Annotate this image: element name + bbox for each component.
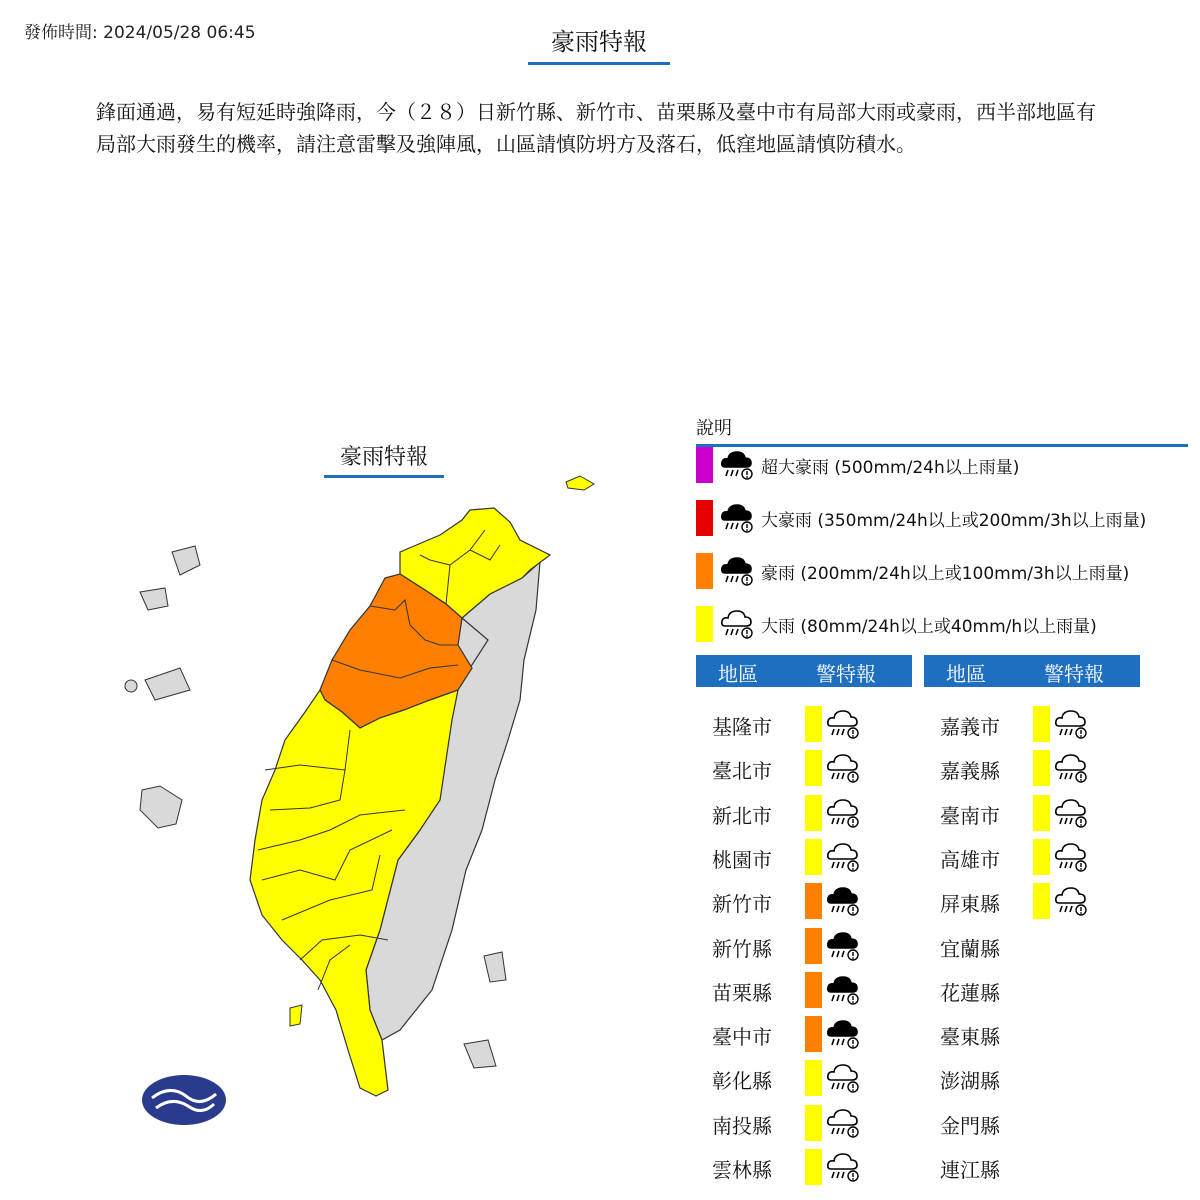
region-name: 屏東縣 <box>940 892 1000 917</box>
legend-label: 豪雨 (200mm/24h以上或100mm/3h以上雨量) <box>761 563 1130 584</box>
warning-icon-wrap <box>1053 839 1089 879</box>
table-header-right <box>924 655 1140 687</box>
region-name: 新竹市 <box>712 892 772 917</box>
outline-rain-cloud-icon <box>1053 795 1089 831</box>
warning-icon-wrap <box>825 1060 861 1100</box>
warning-level-swatch <box>805 928 822 964</box>
table-row <box>697 706 897 742</box>
outline-rain-cloud-icon <box>719 606 755 642</box>
dark-rain-cloud-icon <box>825 883 861 919</box>
table-row <box>697 795 897 831</box>
warning-level-swatch <box>1033 795 1050 831</box>
outline-rain-cloud-icon <box>1053 839 1089 875</box>
region-name: 金門縣 <box>940 1113 1000 1138</box>
table-row <box>697 1149 897 1185</box>
warning-icon-wrap <box>825 795 861 835</box>
table-row <box>697 972 897 1008</box>
legend-label: 超大豪雨 (500mm/24h以上雨量) <box>761 457 1020 478</box>
warning-icon-wrap <box>1053 883 1089 923</box>
map-island-lanyu <box>484 952 506 982</box>
table-header-left <box>696 655 912 687</box>
warning-level-swatch <box>805 1149 822 1185</box>
region-name: 新北市 <box>712 803 772 828</box>
warning-icon-wrap <box>825 928 861 968</box>
table-row <box>697 883 897 919</box>
warning-icon-wrap <box>1053 750 1089 790</box>
dark-rain-cloud-icon <box>825 972 861 1008</box>
outline-rain-cloud-icon <box>825 1060 861 1096</box>
table-row <box>925 928 1125 964</box>
region-name: 花蓮縣 <box>940 980 1000 1005</box>
warning-icon-wrap <box>1053 706 1089 746</box>
warning-level-swatch <box>1033 839 1050 875</box>
warning-description: 鋒面通過，易有短延時強降雨，今（２８）日新竹縣、新竹市、苗栗縣及臺中市有局部大雨或豪雨，西半部地區有局部大雨發生的機率，請注意雷擊及強陣風，山區請慎防坍方及落石，低窪地區請慎防積水。 <box>96 100 1096 156</box>
warning-level-swatch <box>805 1016 822 1052</box>
table-row <box>925 972 1125 1008</box>
map-island-matsu-1 <box>172 546 200 575</box>
outline-rain-cloud-icon <box>825 839 861 875</box>
warning-icon-wrap <box>825 972 861 1012</box>
map-island-pengjia <box>566 476 594 490</box>
table-row <box>925 750 1125 786</box>
outline-rain-cloud-icon <box>825 750 861 786</box>
table-row <box>697 1016 897 1052</box>
table-row <box>925 883 1125 919</box>
region-name: 臺南市 <box>940 803 1000 828</box>
warning-icon-wrap <box>825 839 861 879</box>
column-header-region: 地區 <box>718 662 758 686</box>
warning-icon-wrap <box>1053 795 1089 835</box>
legend-color-swatch <box>696 447 713 483</box>
warning-icon-wrap <box>825 1105 861 1145</box>
warning-level-swatch <box>805 1105 822 1141</box>
region-name: 臺北市 <box>712 759 772 784</box>
warning-icon-wrap <box>825 883 861 923</box>
region-name: 連江縣 <box>940 1158 1000 1182</box>
region-name: 新竹縣 <box>712 936 772 961</box>
map-island-liuqiu <box>290 1005 302 1026</box>
warning-level-swatch <box>805 883 822 919</box>
map-island-ludao <box>464 1040 496 1068</box>
page-title: 豪雨特報 <box>528 22 670 65</box>
table-row <box>697 1060 897 1096</box>
region-name: 宜蘭縣 <box>940 936 1000 961</box>
warning-level-swatch <box>805 706 822 742</box>
warning-level-swatch <box>1033 706 1050 742</box>
region-name: 桃園市 <box>712 847 772 872</box>
dark-rain-cloud-icon <box>719 447 755 483</box>
legend-color-swatch <box>696 606 713 642</box>
warning-level-swatch <box>805 750 822 786</box>
legend-color-swatch <box>696 553 713 589</box>
region-name: 苗栗縣 <box>712 980 772 1005</box>
region-name: 臺東縣 <box>940 1025 1000 1050</box>
column-header-region: 地區 <box>946 662 986 686</box>
dark-rain-cloud-icon <box>719 500 755 536</box>
column-header-warning: 警特報 <box>1044 662 1104 686</box>
warning-icon-wrap <box>825 1016 861 1056</box>
outline-rain-cloud-icon <box>825 795 861 831</box>
outline-rain-cloud-icon <box>1053 883 1089 919</box>
region-name: 基隆市 <box>712 715 772 739</box>
region-name: 高雄市 <box>940 847 1000 872</box>
agency-logo <box>142 1075 226 1125</box>
region-name: 雲林縣 <box>712 1158 772 1182</box>
region-name: 嘉義縣 <box>940 759 1000 784</box>
region-name: 彰化縣 <box>712 1069 772 1094</box>
table-row <box>697 1105 897 1141</box>
outline-rain-cloud-icon <box>1053 750 1089 786</box>
outline-rain-cloud-icon <box>825 1149 861 1185</box>
legend-label: 大雨 (80mm/24h以上或40mm/h以上雨量) <box>761 616 1097 637</box>
dark-rain-cloud-icon <box>719 553 755 589</box>
outline-rain-cloud-icon <box>825 1105 861 1141</box>
legend-item <box>696 447 1019 483</box>
warning-icon-wrap <box>825 706 861 746</box>
region-name: 澎湖縣 <box>940 1069 1000 1094</box>
issue-time: 發佈時間: 2024/05/28 06:45 <box>24 23 256 43</box>
map-title: 豪雨特報 <box>324 440 444 478</box>
legend-item <box>696 606 1097 642</box>
legend-item <box>696 500 1146 536</box>
map-island-kinmen <box>145 668 190 700</box>
table-row <box>925 839 1125 875</box>
table-row <box>697 839 897 875</box>
legend-item <box>696 553 1129 589</box>
region-name: 南投縣 <box>712 1113 772 1138</box>
warning-level-swatch <box>805 1060 822 1096</box>
warning-level-swatch <box>805 972 822 1008</box>
dark-rain-cloud-icon <box>825 1016 861 1052</box>
dark-rain-cloud-icon <box>825 928 861 964</box>
table-row <box>925 795 1125 831</box>
warning-level-swatch <box>1033 750 1050 786</box>
table-row <box>925 1060 1125 1096</box>
outline-rain-cloud-icon <box>1053 706 1089 742</box>
legend-label: 大豪雨 (350mm/24h以上或200mm/3h以上雨量) <box>761 510 1147 531</box>
warning-level-swatch <box>805 795 822 831</box>
warning-icon-wrap <box>825 750 861 790</box>
warning-icon-wrap <box>825 1149 861 1189</box>
table-row <box>697 928 897 964</box>
table-row <box>697 750 897 786</box>
warning-level-swatch <box>805 839 822 875</box>
outline-rain-cloud-icon <box>825 706 861 742</box>
column-header-warning: 警特報 <box>816 662 876 686</box>
table-row <box>925 1149 1125 1185</box>
region-name: 臺中市 <box>712 1025 772 1050</box>
legend-title: 說明 <box>696 414 1188 447</box>
map-island-small <box>125 680 137 692</box>
map-island-penghu <box>140 786 182 828</box>
legend-color-swatch <box>696 500 713 536</box>
warning-level-swatch <box>1033 883 1050 919</box>
table-row <box>925 1016 1125 1052</box>
table-row <box>925 706 1125 742</box>
region-name: 嘉義市 <box>940 715 1000 739</box>
map-island-matsu-2 <box>140 588 168 610</box>
table-row <box>925 1105 1125 1141</box>
